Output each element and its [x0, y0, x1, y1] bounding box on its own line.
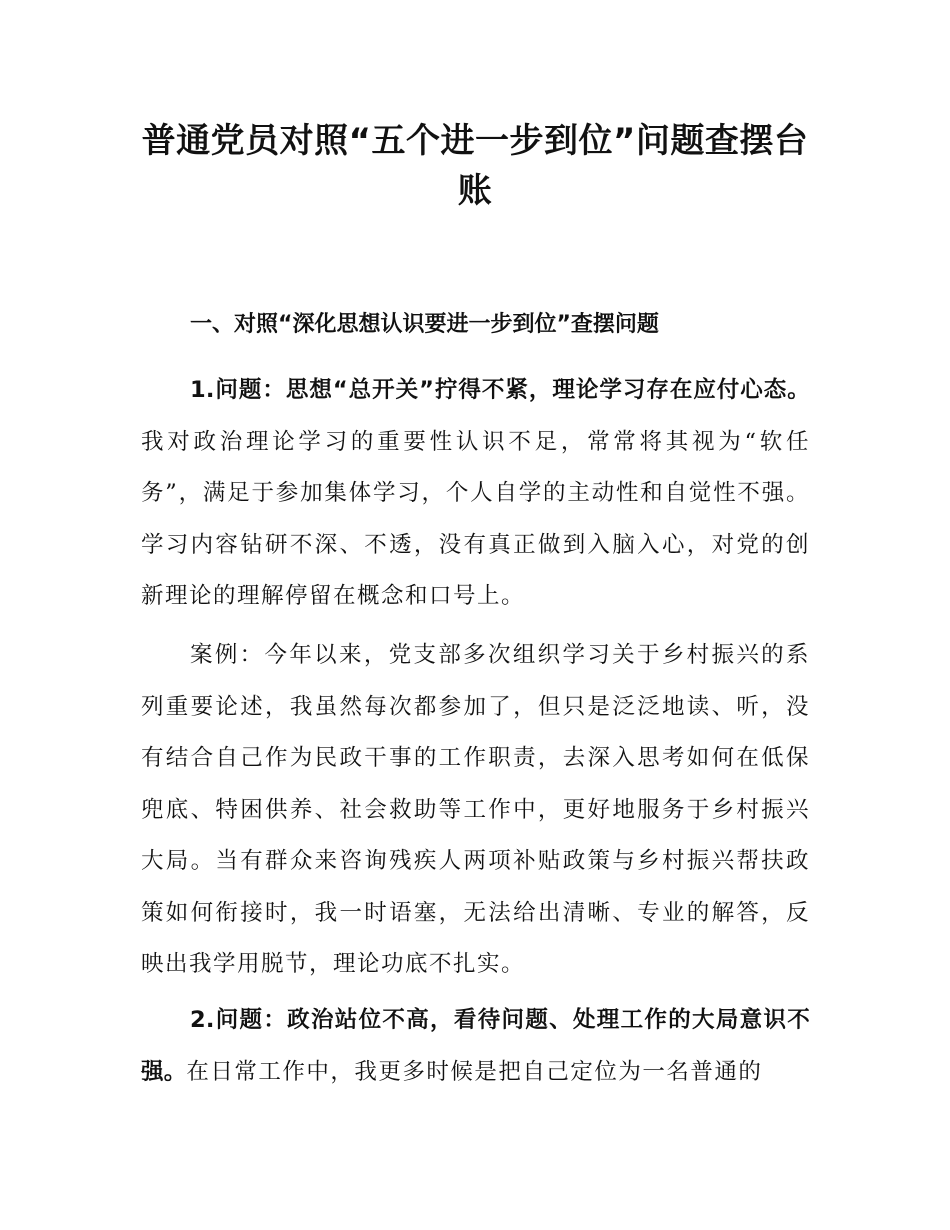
section-heading: 一、对照“深化思想认识要进一步到位”查摆问题	[190, 312, 659, 337]
paragraph-item-1	[141, 365, 810, 623]
item-1-lead: 1.问题：思想“总开关”拧得不紧，理论学习存在应付心态。	[190, 377, 810, 403]
paragraph-case-1: 案例：今年以来，党支部多次组织学习关于乡村振兴的系列重要论述，我虽然每次都参加了，但只是泛泛地读、听，没有结合自己作为民政干事的工作职责，去深入思考如何在低保兜底、特困供养、社会救助等工作中，更好地服务于乡村振兴大局。当有群众来咨询残疾人两项补贴政策与乡村振兴帮扶政策如何衔接时，我一时语塞，无法给出清晰、专业的解答，反映出我学用脱节，理论功底不扎实。	[141, 642, 810, 977]
document-title: 普通党员对照“五个进一步到位”问题查摆台账	[141, 121, 809, 211]
paragraph-item-2	[141, 995, 810, 1098]
item-1-body: 我对政治理论学习的重要性认识不足，常常将其视为“软任务”，满足于参加集体学习，个人自学的主动性和自觉性不强。学习内容钻研不深、不透，没有真正做到入脑入心，对党的创新理论的理解停留在概念和口号上。	[141, 428, 810, 609]
item-2-body: 在日常工作中，我更多时候是把自己定位为一名普通的	[186, 1058, 763, 1085]
item-2-lead: 2.问题：政治站位不高，看待问题、处理工作的大局意识不强。	[141, 1007, 810, 1085]
